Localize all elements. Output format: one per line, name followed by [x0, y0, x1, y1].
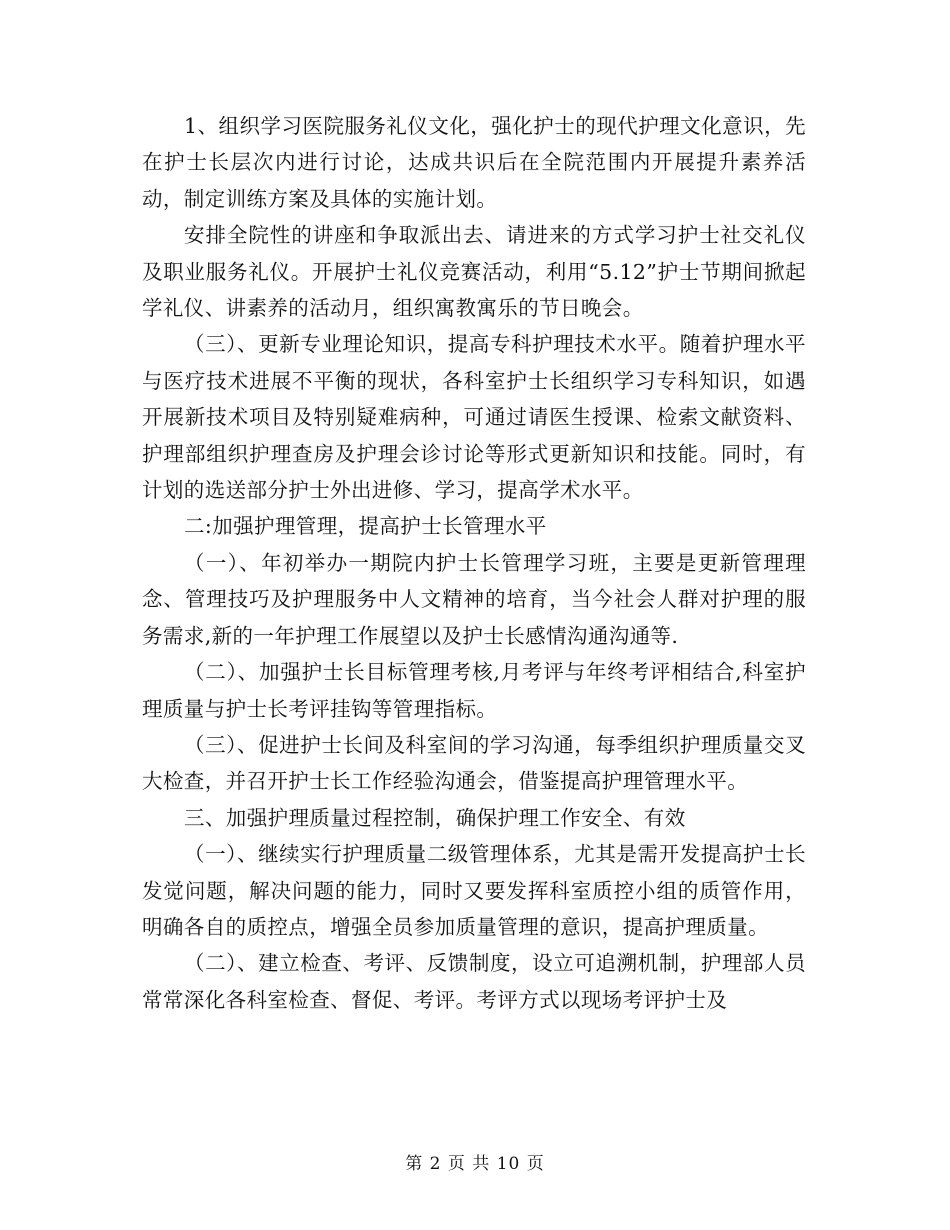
- paragraph-7: （三）、促进护士长间及科室间的学习沟通，每季组织护理质量交叉大检查，并召开护士长工作经验沟通会，借鉴提高护理管理水平。: [142, 732, 806, 794]
- document-body: [142, 108, 806, 1018]
- paragraph-9: （一）、继续实行护理质量二级管理体系，尤其是需开发提高护士长发觉问题，解决问题的能力，同时又要发挥科室质控小组的质管作用，明确各自的质控点，增强全员参加质量管理的意识，提高护理质量。: [142, 842, 806, 939]
- page-number-footer: 第 2 页 共 10 页: [405, 1154, 545, 1174]
- paragraph-1: 1、组织学习医院服务礼仪文化，强化护士的现代护理文化意识，先在护士长层次内进行讨论，达成共识后在全院范围内开展提升素养活动，制定训练方案及具体的实施计划。: [142, 114, 806, 211]
- paragraph-10: （二）、建立检查、考评、反馈制度，设立可追溯机制，护理部人员常常深化各科室检查、督促、考评。考评方式以现场考评护士及: [142, 951, 806, 1012]
- section-heading-2: 二:加强护理管理，提高护士长管理水平: [184, 514, 547, 539]
- section-heading-3: 三、加强护理质量过程控制，确保护理工作安全、有效: [184, 805, 686, 830]
- paragraph-2: 安排全院性的讲座和争取派出去、请进来的方式学习护士社交礼仪及职业服务礼仪。开展护士礼仪竞赛活动，利用“5.12”护士节期间掀起学礼仪、讲素养的活动月，组织寓教寓乐的节日晚会。: [142, 223, 806, 321]
- paragraph-3: （三）、更新专业理论知识，提高专科护理技术水平。随着护理水平与医疗技术进展不平衡的现状，各科室护士长组织学习专科知识，如遇开展新技术项目及特别疑难病种，可通过请医生授课、检索文献资料、护理部组织护理查房及护理会诊讨论等形式更新知识和技能。同时，有计划的选送部分护士外出进修、学习，提高学术水平。: [142, 332, 806, 503]
- paragraph-5: （一）、年初举办一期院内护士长管理学习班，主要是更新管理理念、管理技巧及护理服务中人文精神的培育，当今社会人群对护理的服务需求,新的一年护理工作展望以及护士长感情沟通沟通等.: [142, 550, 806, 648]
- paragraph-6: （二）、加强护士长目标管理考核,月考评与年终考评相结合,科室护理质量与护士长考评挂钩等管理指标。: [142, 660, 806, 721]
